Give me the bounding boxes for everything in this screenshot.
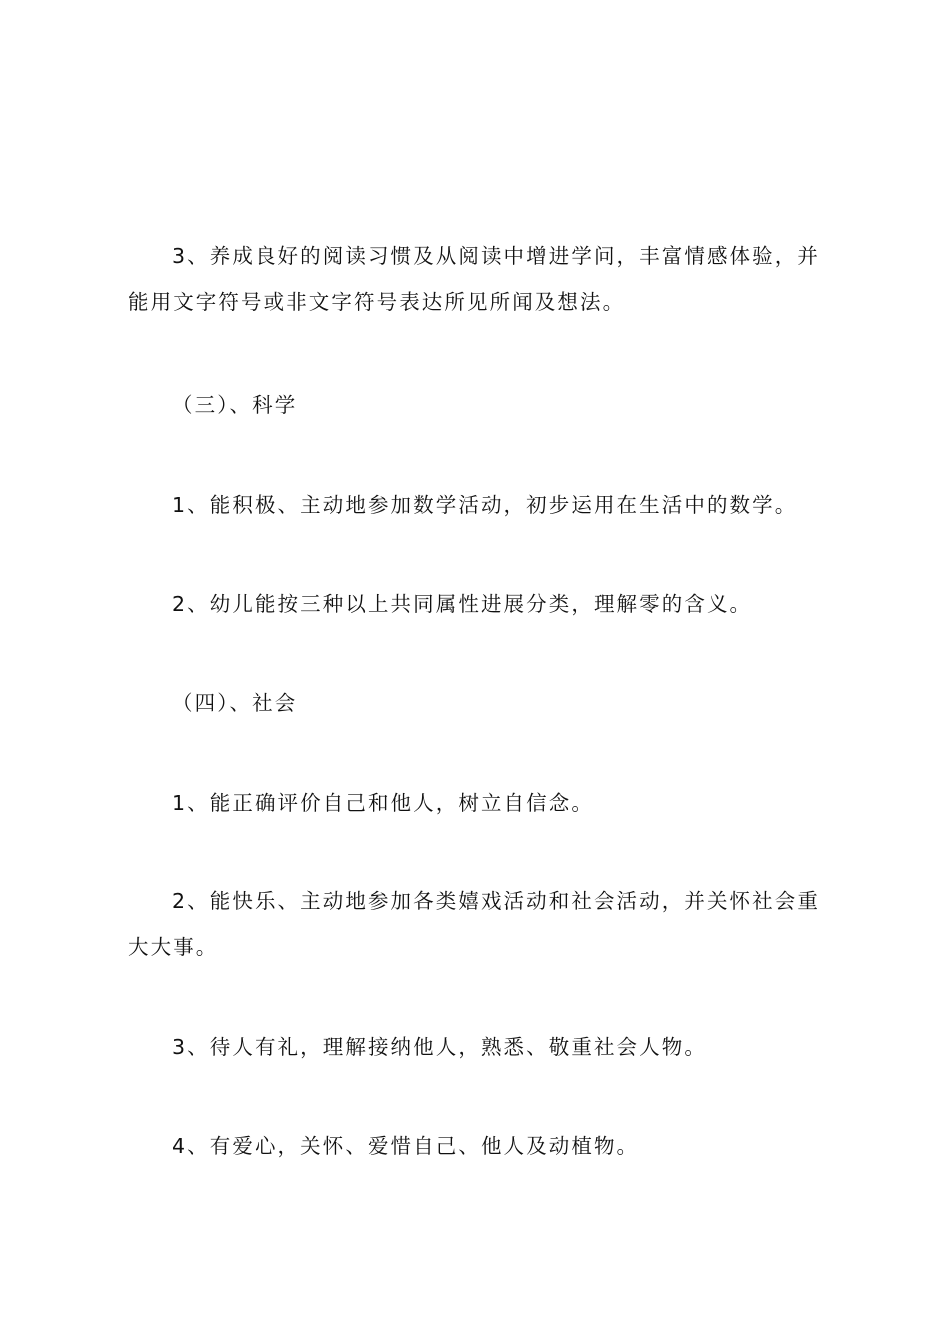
section-heading-society: （四）、社会 — [172, 691, 298, 715]
section-heading-science: （三）、科学 — [172, 393, 298, 417]
paragraph-courtesy: 3、待人有礼，理解接纳他人，熟悉、敬重社会人物。 — [172, 1035, 707, 1059]
paragraph-reading-habits: 3、养成良好的阅读习惯及从阅读中增进学问，丰富情感体验，并能用文字符号或非文字符号表达所见所闻及想法。 — [128, 244, 820, 314]
paragraph-math-activities: 1、能积极、主动地参加数学活动，初步运用在生活中的数学。 — [172, 493, 798, 517]
paragraph-classification: 2、幼儿能按三种以上共同属性进展分类，理解零的含义。 — [172, 592, 753, 616]
paragraph-compassion: 4、有爱心，关怀、爱惜自己、他人及动植物。 — [172, 1134, 640, 1158]
paragraph-social-activities: 2、能快乐、主动地参加各类嬉戏活动和社会活动，并关怀社会重大大事。 — [128, 889, 820, 959]
paragraph-self-evaluation: 1、能正确评价自己和他人，树立自信念。 — [172, 791, 594, 815]
